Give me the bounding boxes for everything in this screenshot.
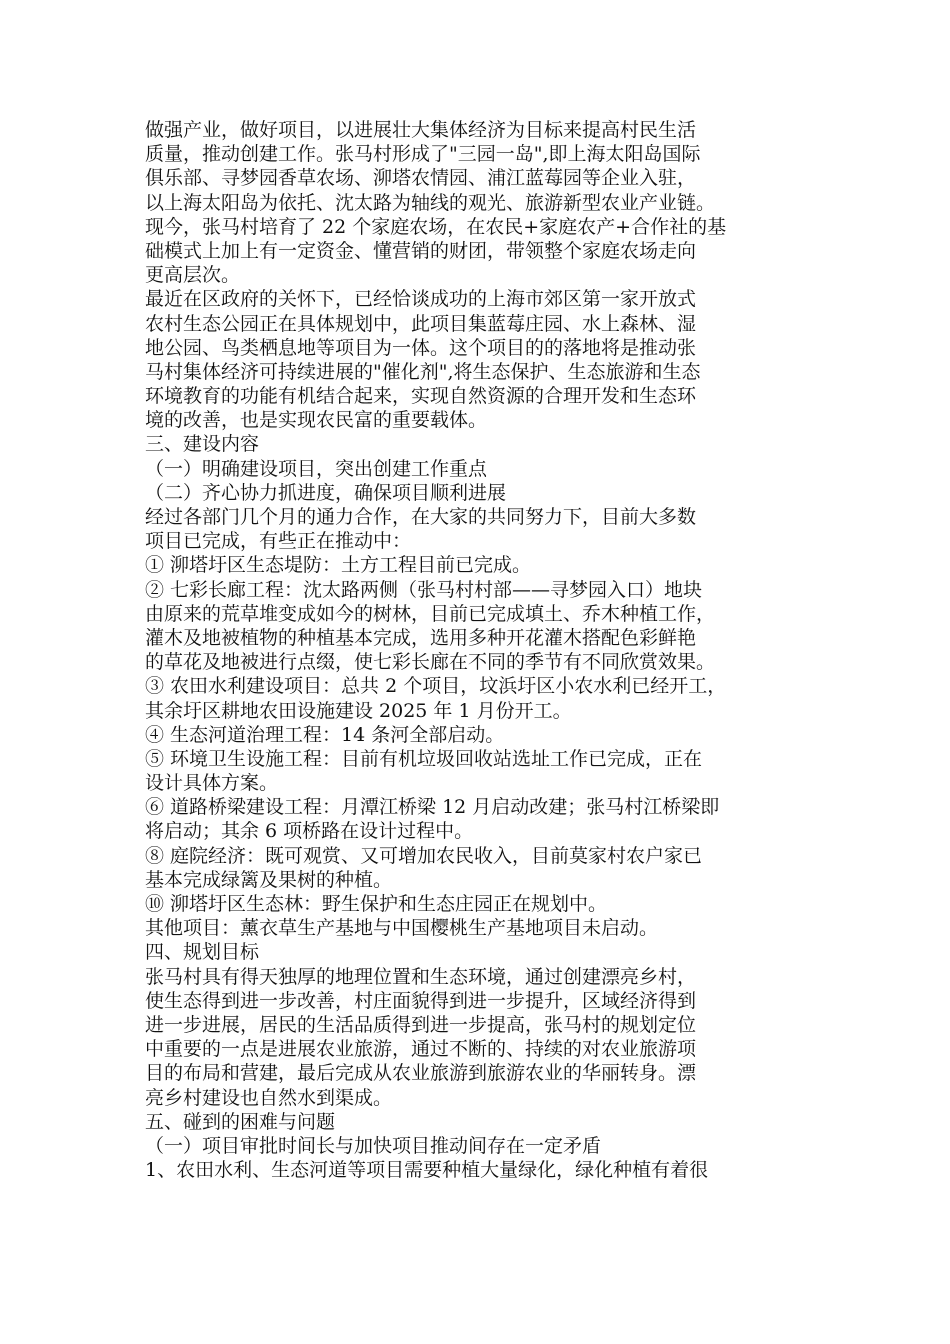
section-heading: 五、碰到的困难与问题 (145, 1110, 336, 1133)
text-line: 最近在区政府的关怀下，已经恰谈成功的上海市郊区第一家开放式 (145, 288, 697, 311)
text-line: 项目已完成，有些正在推动中： (145, 530, 412, 553)
subsection-heading: （一）明确建设项目，突出创建工作重点 (145, 457, 488, 480)
text-line: 其他项目：薰衣草生产基地与中国樱桃生产基地项目未启动。 (145, 917, 659, 940)
text-line: 基本完成绿篱及果树的种植。 (145, 868, 393, 891)
text-line: 现今，张马村培育了 22 个家庭农场，在农民+家庭农产+合作社的基 (145, 215, 727, 238)
text-line: 1、农田水利、生态河道等项目需要种植大量绿化，绿化种植有着很 (145, 1159, 709, 1182)
text-line: 的草花及地被进行点缀，使七彩长廊在不同的季节有不同欣赏效果。 (145, 651, 716, 674)
text-line: 由原来的荒草堆变成如今的树林，目前已完成填土、乔木种植工作， (145, 602, 716, 625)
text-line: 环境教育的功能有机结合起来，实现自然资源的合理开发和生态环 (145, 385, 697, 408)
text-line: 中重要的一点是进展农业旅游，通过不断的、持续的对农业旅游项 (145, 1038, 697, 1061)
list-item: ④ 生态河道治理工程：14 条河全部启动。 (145, 723, 505, 746)
list-item: ⑤ 环境卫生设施工程：目前有机垃圾回收站选址工作已完成，正在 (145, 747, 703, 770)
text-line: 俱乐部、寻梦园香草农场、泖塔农情园、浦江蓝莓园等企业入驻， (145, 167, 697, 190)
text-line: 马村集体经济可持续进展的"催化剂",将生态保护、生态旅游和生态 (145, 360, 701, 383)
text-line: 境的改善，也是实现农民富的重要载体。 (145, 409, 488, 432)
text-line: 质量，推动创建工作。张马村形成了"三园一岛",即上海太阳岛国际 (145, 143, 701, 166)
text-line: 经过各部门几个月的通力合作，在大家的共同努力下，目前大多数 (145, 506, 697, 528)
list-item: ⑧ 庭院经济：既可观赏、又可增加农民收入，目前莫家村农户家已 (145, 844, 703, 867)
subsection-heading: （二）齐心协力抓进度，确保项目顺利进展 (145, 481, 507, 504)
text-line: 做强产业，做好项目，以进展壮大集体经济为目标来提高村民生活 (145, 119, 697, 141)
text-line: 使生态得到进一步改善，村庄面貌得到进一步提升，区域经济得到 (145, 989, 697, 1012)
section-heading: 四、规划目标 (145, 941, 260, 964)
text-line: 农村生态公园正在具体规划中，此项目集蓝莓庄园、水上森林、湿 (145, 312, 697, 335)
text-line: 目的布局和营建，最后完成从农业旅游到旅游农业的华丽转身。漂 (145, 1062, 697, 1085)
text-line: 设计具体方案。 (145, 772, 279, 795)
text-line: 进一步进展，居民的生活品质得到进一步提高，张马村的规划定位 (145, 1013, 697, 1036)
text-line: 地公园、鸟类栖息地等项目为一体。这个项目的的落地将是推动张 (145, 336, 697, 359)
text-line: 张马村具有得天独厚的地理位置和生态环境，通过创建漂亮乡村， (145, 965, 697, 988)
text-line: 将启动；其余 6 项桥路在设计过程中。 (145, 820, 474, 843)
text-line: 以上海太阳岛为依托、沈太路为轴线的观光、旅游新型农业产业链。 (145, 191, 716, 214)
list-item: ⑥ 道路桥梁建设工程：月潭江桥梁 12 月启动改建；张马村江桥梁即 (145, 796, 720, 819)
list-item: ① 泖塔圩区生态堤防：土方工程目前已完成。 (145, 554, 532, 577)
list-item: ② 七彩长廊工程：沈太路两侧（张马村村部——寻梦园入口）地块 (145, 578, 703, 601)
text-line: 其余圩区耕地农田设施建设 2025 年 1 月份开工。 (145, 699, 572, 722)
text-line: 更高层次。 (145, 264, 241, 287)
list-item: ③ 农田水利建设项目：总共 2 个项目，坟浜圩区小农水利已经开工， (145, 675, 727, 698)
list-item: ⑩ 泖塔圩区生态林：野生保护和生态庄园正在规划中。 (145, 893, 608, 915)
document-body (145, 118, 815, 1182)
section-heading: 三、建设内容 (145, 433, 260, 456)
text-line: 础模式上加上有一定资金、懂营销的财团，带领整个家庭农场走向 (145, 239, 697, 262)
subsection-heading: （一）项目审批时间长与加快项目推动间存在一定矛盾 (145, 1134, 602, 1157)
text-line: 亮乡村建设也自然水到渠成。 (145, 1086, 393, 1109)
text-line: 灌木及地被植物的种植基本完成，选用多种开花灌木搭配色彩鲜艳 (145, 626, 697, 649)
